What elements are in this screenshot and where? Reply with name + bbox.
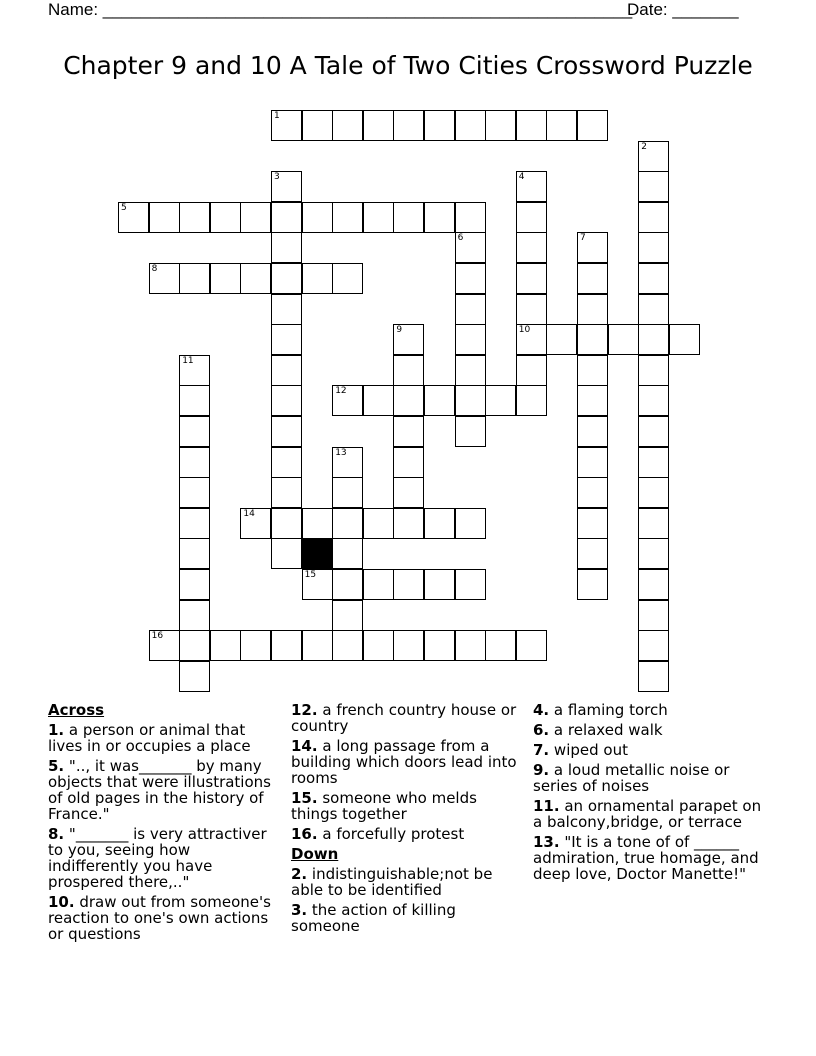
cell-number: 14: [243, 508, 255, 519]
grid-cell[interactable]: [179, 661, 210, 692]
clue-column-3: [533, 702, 768, 886]
grid-cell[interactable]: [638, 202, 669, 233]
grid-cell[interactable]: [638, 416, 669, 447]
grid-cell[interactable]: [271, 202, 302, 233]
grid-cell[interactable]: [332, 477, 363, 508]
grid-cell[interactable]: [424, 630, 455, 661]
grid-cell[interactable]: [363, 202, 394, 233]
grid-cell[interactable]: [271, 232, 302, 263]
grid-cell[interactable]: [638, 385, 669, 416]
cell-number: 2: [641, 141, 647, 152]
grid-cell[interactable]: [455, 355, 486, 386]
grid-cell[interactable]: [179, 385, 210, 416]
grid-cell[interactable]: [240, 508, 271, 539]
grid-cell[interactable]: [516, 110, 547, 141]
grid-cell[interactable]: [271, 355, 302, 386]
grid-cell[interactable]: [516, 630, 547, 661]
grid-cell[interactable]: [271, 538, 302, 569]
grid-cell[interactable]: [577, 294, 608, 325]
across-clue-15: 15. someone who melds things together: [291, 789, 477, 823]
grid-cell[interactable]: [424, 202, 455, 233]
cell-number: 8: [151, 264, 158, 274]
grid-cell[interactable]: [516, 355, 547, 386]
grid-cell[interactable]: [271, 324, 302, 355]
grid-cell[interactable]: [179, 569, 210, 600]
grid-cell[interactable]: [485, 110, 516, 141]
grid-cell[interactable]: [240, 202, 271, 233]
cell-number: 15: [304, 570, 317, 580]
grid-cell[interactable]: [332, 600, 363, 631]
grid-cell[interactable]: [577, 508, 608, 539]
grid-cell[interactable]: [118, 202, 149, 233]
grid-cell[interactable]: [638, 141, 669, 172]
grid-cell[interactable]: [638, 324, 669, 355]
grid-cell[interactable]: [516, 324, 547, 355]
grid-cell[interactable]: [271, 508, 302, 539]
grid-cell[interactable]: [424, 569, 455, 600]
grid-cell[interactable]: [271, 630, 302, 661]
grid-cell[interactable]: [332, 569, 363, 600]
grid-cell[interactable]: [455, 294, 486, 325]
grid-cell[interactable]: [332, 110, 363, 141]
grid-cell[interactable]: [393, 385, 424, 416]
grid-cell[interactable]: [271, 263, 302, 294]
grid-cell[interactable]: [302, 202, 333, 233]
grid-cell[interactable]: [149, 263, 180, 294]
grid-cell[interactable]: [638, 538, 669, 569]
grid-cell[interactable]: [393, 630, 424, 661]
grid-cell[interactable]: [302, 508, 333, 539]
grid-cell[interactable]: [332, 630, 363, 661]
grid-cell[interactable]: [577, 355, 608, 386]
grid-cell[interactable]: [638, 263, 669, 294]
grid-cell[interactable]: [393, 569, 424, 600]
grid-cell[interactable]: [240, 263, 271, 294]
grid-cell[interactable]: [179, 416, 210, 447]
grid-cell[interactable]: [271, 171, 302, 202]
grid-cell[interactable]: [149, 202, 180, 233]
across-clue-10: 10. draw out from someone's reaction to one's own actions or questions: [48, 893, 271, 943]
cell-number: 7: [580, 233, 586, 244]
grid-cell[interactable]: [516, 171, 547, 202]
grid-cell[interactable]: [546, 110, 577, 141]
grid-cell[interactable]: [149, 630, 180, 661]
grid-cell[interactable]: [393, 324, 424, 355]
grid-cell[interactable]: [455, 416, 486, 447]
across-clue-16: 16. a forcefully protest: [291, 825, 465, 843]
down-clue-7: 7. wiped out: [533, 741, 628, 759]
grid-cell[interactable]: [455, 232, 486, 263]
grid-cell[interactable]: [577, 110, 608, 141]
grid-cell[interactable]: [393, 416, 424, 447]
grid-cell[interactable]: [516, 263, 547, 294]
cell-number: 5: [121, 202, 127, 213]
across-clue-1: 1. a person or animal that lives in or occupies a place: [48, 721, 251, 755]
cell-number: 4: [518, 172, 525, 183]
grid-cell[interactable]: [577, 416, 608, 447]
grid-cell[interactable]: [332, 263, 363, 294]
grid-cell[interactable]: [577, 324, 608, 355]
down-clue-13: 13. "It is a tone of of ______ admiration, true homage, and deep love, Doctor Manette!": [533, 833, 759, 883]
grid-cell[interactable]: [302, 569, 333, 600]
grid-cell[interactable]: [638, 569, 669, 600]
grid-cell[interactable]: [271, 110, 302, 141]
grid-cell[interactable]: [516, 385, 547, 416]
grid-cell[interactable]: [424, 508, 455, 539]
grid-cell[interactable]: [638, 294, 669, 325]
grid-cell[interactable]: [455, 508, 486, 539]
grid-cell[interactable]: [179, 477, 210, 508]
grid-cell[interactable]: [638, 355, 669, 386]
grid-cell[interactable]: [577, 263, 608, 294]
grid-cell[interactable]: [302, 630, 333, 661]
grid-cell[interactable]: [179, 508, 210, 539]
grid-cell[interactable]: [332, 538, 363, 569]
cell-number: 12: [335, 386, 347, 397]
grid-cell[interactable]: [210, 263, 241, 294]
grid-cell[interactable]: [577, 477, 608, 508]
across-clue-8: 8. "_______ is very attractiver to you, seeing how indifferently you have prospered there,..": [48, 825, 267, 891]
cell-number: 13: [335, 447, 347, 458]
grid-cell[interactable]: [516, 232, 547, 263]
black-cell: [302, 538, 333, 569]
cell-number: 9: [396, 325, 403, 336]
grid-cell[interactable]: [638, 232, 669, 263]
cell-number: 3: [274, 172, 280, 183]
grid-cell[interactable]: [577, 538, 608, 569]
grid-cell[interactable]: [577, 569, 608, 600]
grid-cell[interactable]: [455, 385, 486, 416]
grid-cell[interactable]: [546, 324, 577, 355]
grid-cell[interactable]: [332, 202, 363, 233]
cell-number: 10: [518, 325, 531, 336]
grid-cell[interactable]: [638, 630, 669, 661]
cell-number: 16: [151, 631, 164, 642]
cell-number: 1: [274, 111, 280, 121]
grid-cell[interactable]: [455, 263, 486, 294]
grid-cell[interactable]: [179, 202, 210, 233]
grid-cell[interactable]: [271, 385, 302, 416]
grid-cell[interactable]: [302, 110, 333, 141]
grid-cell[interactable]: [455, 630, 486, 661]
grid-cell[interactable]: [210, 630, 241, 661]
date-field-label: Date: _______: [627, 0, 739, 19]
grid-cell[interactable]: [638, 477, 669, 508]
grid-cell[interactable]: [271, 294, 302, 325]
grid-cell[interactable]: [424, 385, 455, 416]
grid-cell[interactable]: [577, 385, 608, 416]
grid-cell[interactable]: [393, 110, 424, 141]
grid-cell[interactable]: [638, 447, 669, 478]
clue-column-2: [291, 702, 526, 938]
down-clue-4: 4. a flaming torch: [533, 701, 668, 719]
grid-cell[interactable]: [577, 447, 608, 478]
grid-cell[interactable]: [393, 202, 424, 233]
grid-cell[interactable]: [363, 630, 394, 661]
across-heading: Across: [48, 701, 105, 719]
grid-cell[interactable]: [363, 569, 394, 600]
across-clue-5: 5. ".., it was_______ by many objects that were illustrations of old pages in the history of France.": [48, 757, 271, 823]
grid-cell[interactable]: [302, 263, 333, 294]
grid-cell[interactable]: [455, 110, 486, 141]
grid-cell[interactable]: [638, 508, 669, 539]
grid-cell[interactable]: [577, 232, 608, 263]
grid-cell[interactable]: [516, 202, 547, 233]
grid-cell[interactable]: [332, 508, 363, 539]
grid-cell[interactable]: [516, 294, 547, 325]
grid-cell[interactable]: [363, 385, 394, 416]
clue-column-1: [48, 702, 283, 946]
grid-cell[interactable]: [363, 110, 394, 141]
grid-cell[interactable]: [424, 110, 455, 141]
page-title: Chapter 9 and 10 A Tale of Two Cities Crossword Puzzle: [63, 51, 753, 80]
grid-cell[interactable]: [393, 447, 424, 478]
grid-cell[interactable]: [393, 355, 424, 386]
grid-cell[interactable]: [638, 171, 669, 202]
grid-cell[interactable]: [332, 447, 363, 478]
grid-cell[interactable]: [485, 385, 516, 416]
grid-cell[interactable]: [455, 202, 486, 233]
grid-cell[interactable]: [179, 447, 210, 478]
grid-cell[interactable]: [179, 355, 210, 386]
cell-number: 6: [457, 233, 464, 244]
grid-cell[interactable]: [179, 630, 210, 661]
down-clue-3: 3. the action of killing someone: [291, 901, 456, 935]
name-field-label: Name: ________________________________________________________: [48, 0, 633, 19]
grid-cell[interactable]: [363, 508, 394, 539]
grid-cell[interactable]: [608, 324, 639, 355]
grid-cell[interactable]: [179, 600, 210, 631]
down-clue-6: 6. a relaxed walk: [533, 721, 663, 739]
down-clue-2: 2. indistinguishable;not be able to be identified: [291, 865, 493, 899]
grid-cell[interactable]: [393, 508, 424, 539]
grid-cell[interactable]: [210, 202, 241, 233]
grid-cell[interactable]: [271, 477, 302, 508]
grid-cell[interactable]: [485, 630, 516, 661]
grid-cell[interactable]: [271, 416, 302, 447]
grid-cell[interactable]: [179, 538, 210, 569]
grid-cell[interactable]: [332, 385, 363, 416]
grid-cell[interactable]: [240, 630, 271, 661]
down-heading: Down: [291, 845, 339, 863]
grid-cell[interactable]: [638, 600, 669, 631]
across-clue-14: 14. a long passage from a building which doors lead into rooms: [291, 737, 517, 787]
grid-cell[interactable]: [455, 569, 486, 600]
grid-cell[interactable]: [179, 263, 210, 294]
grid-cell[interactable]: [271, 447, 302, 478]
down-clue-11: 11. an ornamental parapet on a balcony,bridge, or terrace: [533, 797, 762, 831]
grid-cell[interactable]: [669, 324, 700, 355]
down-clue-9: 9. a loud metallic noise or series of noises: [533, 761, 730, 795]
grid-cell[interactable]: [638, 661, 669, 692]
grid-cell[interactable]: [455, 324, 486, 355]
across-clue-12: 12. a french country house or country: [291, 701, 517, 735]
grid-cell[interactable]: [393, 477, 424, 508]
cell-number: 11: [182, 355, 194, 366]
